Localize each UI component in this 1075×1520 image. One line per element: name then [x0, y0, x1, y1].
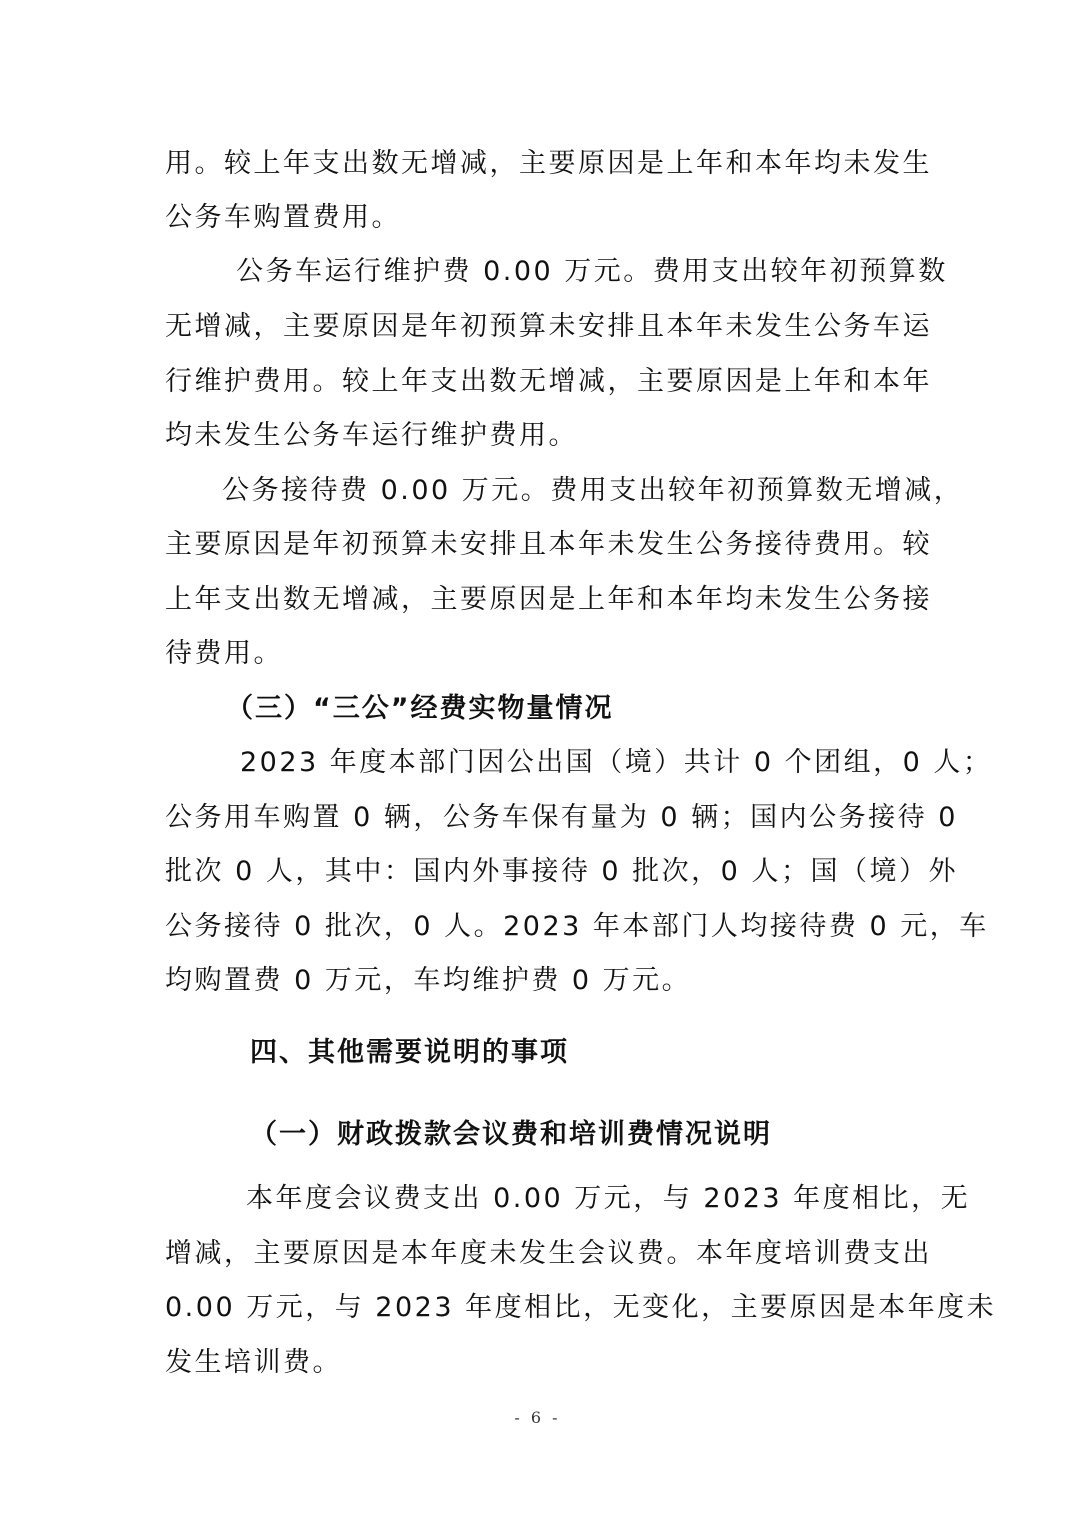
paragraph-5-line-1: 本年度会议费支出 0.00 万元，与 2023 年度相比，无 — [246, 1183, 971, 1214]
paragraph-1-line-1: 用。较上年支出数无增减，主要原因是上年和本年均未发生 — [165, 148, 932, 179]
paragraph-2-line-3: 行维护费用。较上年支出数无增减，主要原因是上年和本年 — [165, 366, 932, 397]
section-heading-3: （三）“三公”经费实物量情况 — [226, 693, 614, 724]
paragraph-5-line-3: 0.00 万元，与 2023 年度相比，无变化，主要原因是本年度未 — [165, 1292, 997, 1323]
paragraph-4-line-3: 批次 0 人，其中：国内外事接待 0 批次，0 人；国（境）外 — [165, 856, 958, 887]
paragraph-3-line-2: 主要原因是年初预算未安排且本年未发生公务接待费用。较 — [165, 529, 932, 560]
paragraph-2-line-4: 均未发生公务车运行维护费用。 — [165, 420, 578, 451]
paragraph-4-line-1: 2023 年度本部门因公出国（境）共计 0 个团组，0 人； — [240, 747, 993, 778]
paragraph-5-line-2: 增减，主要原因是本年度未发生会议费。本年度培训费支出 — [165, 1238, 932, 1269]
paragraph-2-line-2: 无增减，主要原因是年初预算未安排且本年未发生公务车运 — [165, 311, 932, 342]
page-number: - 6 - — [514, 1408, 561, 1427]
paragraph-4-line-5: 均购置费 0 万元，车均维护费 0 万元。 — [165, 965, 692, 996]
paragraph-4-line-4: 公务接待 0 批次，0 人。2023 年本部门人均接待费 0 元，车 — [165, 911, 989, 942]
paragraph-3-line-4: 待费用。 — [165, 638, 283, 669]
paragraph-3-line-3: 上年支出数无增减，主要原因是上年和本年均未发生公务接 — [165, 584, 932, 615]
paragraph-2-line-1: 公务车运行维护费 0.00 万元。费用支出较年初预算数 — [236, 256, 948, 287]
section-heading-4: 四、其他需要说明的事项 — [250, 1037, 569, 1068]
paragraph-5-line-4: 发生培训费。 — [165, 1347, 342, 1378]
paragraph-4-line-2: 公务用车购置 0 辆，公务车保有量为 0 辆；国内公务接待 0 — [165, 802, 958, 833]
subsection-heading-4-1: （一）财政拨款会议费和培训费情况说明 — [250, 1119, 772, 1150]
paragraph-3-line-1: 公务接待费 0.00 万元。费用支出较年初预算数无增减， — [222, 475, 964, 506]
paragraph-1-line-2: 公务车购置费用。 — [165, 202, 401, 233]
